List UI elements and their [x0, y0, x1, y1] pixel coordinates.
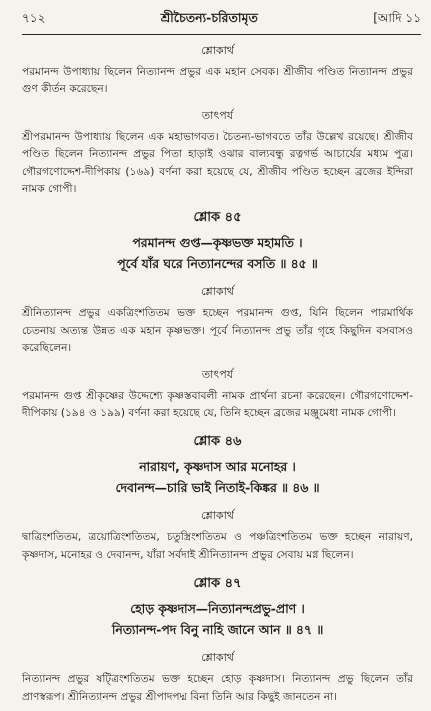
chapter-marker: [আদি ১১ — [373, 11, 421, 25]
verse-line: নিত্যানন্দ-পদ বিনু নাহি জানে আন ॥ ৪৭ ॥ — [111, 623, 324, 638]
verse-block — [22, 457, 413, 499]
page-number: ৭১২ — [22, 11, 46, 25]
section-label: শ্লোকার্থ — [201, 285, 234, 299]
verse-line: হোড় কৃষ্ণদাস—নিত্যানন্দপ্রভু-প্রাণ । — [130, 602, 305, 617]
section-label: শ্লোকার্থ — [201, 44, 234, 57]
page-content — [22, 42, 413, 706]
verse-heading: শ্লোক ৪৬ — [193, 434, 242, 450]
verse-line: পরমানন্দ গুপ্ত—কৃষ্ণভক্ত মহামতি । — [132, 236, 303, 251]
verse-block — [22, 599, 413, 641]
verse-line: দেবানন্দ—চারি ভাই নিতাই-কিঙ্কর ॥ ৪৬ ॥ — [115, 481, 320, 496]
paragraph: নিত্যানন্দ প্রভুর ষট্ত্রিংশতিতম ভক্ত হচ্ছেন হোড় কৃষ্ণদাস। নিত্যানন্দ প্রভু ছিলেন তাঁর প্রাণস্বরূপ। শ্রীনিত্যানন্দ প্রভুর শ্রীপাদপদ্ম বিনা তিনি আর কিছুই জানতেন না। — [22, 673, 413, 703]
book-title: শ্রীচৈতন্য-চরিতামৃত — [160, 10, 258, 25]
paragraph: শ্রীনিত্যানন্দ প্রভুর একত্রিংশতিতম ভক্ত হচ্ছেন পরমানন্দ গুপ্ত, যিনি ছিলেন পারমার্থিক চেতনায় অত্যন্ত উন্নত এক মহান কৃষ্ণভক্ত। পূর্বে নিত্যানন্দ প্রভু তাঁর গৃহে কিছুদিন বসবাসও করেছিলেন। — [22, 307, 413, 355]
section-label: তাৎপর্য — [201, 367, 234, 381]
section-label: শ্লোকার্থ — [201, 509, 234, 523]
section-label: শ্লোকার্থ — [201, 651, 234, 665]
paragraph: পরমানন্দ উপাধ্যায় ছিলেন নিত্যানন্দ প্রভুর এক মহান সেবক। শ্রীজীব পণ্ডিত নিত্যানন্দ প্রভুর গুণ কীর্তন করেছেন। — [22, 66, 413, 96]
paragraph: শ্রীপরমানন্দ উপাধ্যায় ছিলেন এক মহাভাগবত। চৈতন্য-ভাগবতে তাঁর উল্লেখ রয়েছে। শ্রীজীব পণ্ডিত ছিলেন নিত্যানন্দ প্রভুর পিতা হাড়াই ওঝার বাল্যবন্ধু রত্নগর্ভ আচার্যের মধ্যম পুত্র। গৌরগণোদ্দেশ-দীপিকায় (১৬৯) বর্ণনা করা হয়েছে যে, শ্রীজীব পণ্ডিত হচ্ছেন ব্রজের ইন্দিরা নামক গোপী। — [22, 130, 413, 196]
verse-heading: শ্লোক ৪৫ — [193, 210, 242, 226]
section-label: তাৎপর্য — [201, 108, 234, 122]
paragraph: দ্বাত্রিংশতিতম, ত্রয়োত্রিংশতিতম, চতুস্ত্রিংশতিতম ও পঞ্চত্রিংশতিতম ভক্ত হচ্ছেন নারায়ণ, কৃষ্ণদাস, মনোহর ও দেবানন্দ, যাঁরা সর্বদাই শ্রীনিত্যানন্দ প্রভুর সেবায় মগ্ন ছিলেন। — [22, 531, 413, 561]
verse-block — [22, 233, 413, 275]
verse-line: নারায়ণ, কৃষ্ণদাস আর মনোহর । — [139, 460, 296, 475]
page-header — [22, 0, 421, 35]
paragraph: পরমানন্দ গুপ্ত শ্রীকৃষ্ণের উদ্দেশ্যে কৃষ্ণস্তবাবলী নামক প্রার্থনা রচনা করেছেন। গৌরগণোদ্দেশ-দীপিকায় (১৯৪ ও ১৯৯) বর্ণনা করা হয়েছে যে, তিনি হচ্ছেন ব্রজের মঞ্জুমেধা নামক গোপী। — [22, 389, 413, 420]
verse-line: পূর্বে যাঁর ঘরে নিত্যানন্দের বসতি ॥ ৪৫ ॥ — [117, 257, 318, 272]
verse-heading: শ্লোক ৪৭ — [193, 576, 242, 592]
